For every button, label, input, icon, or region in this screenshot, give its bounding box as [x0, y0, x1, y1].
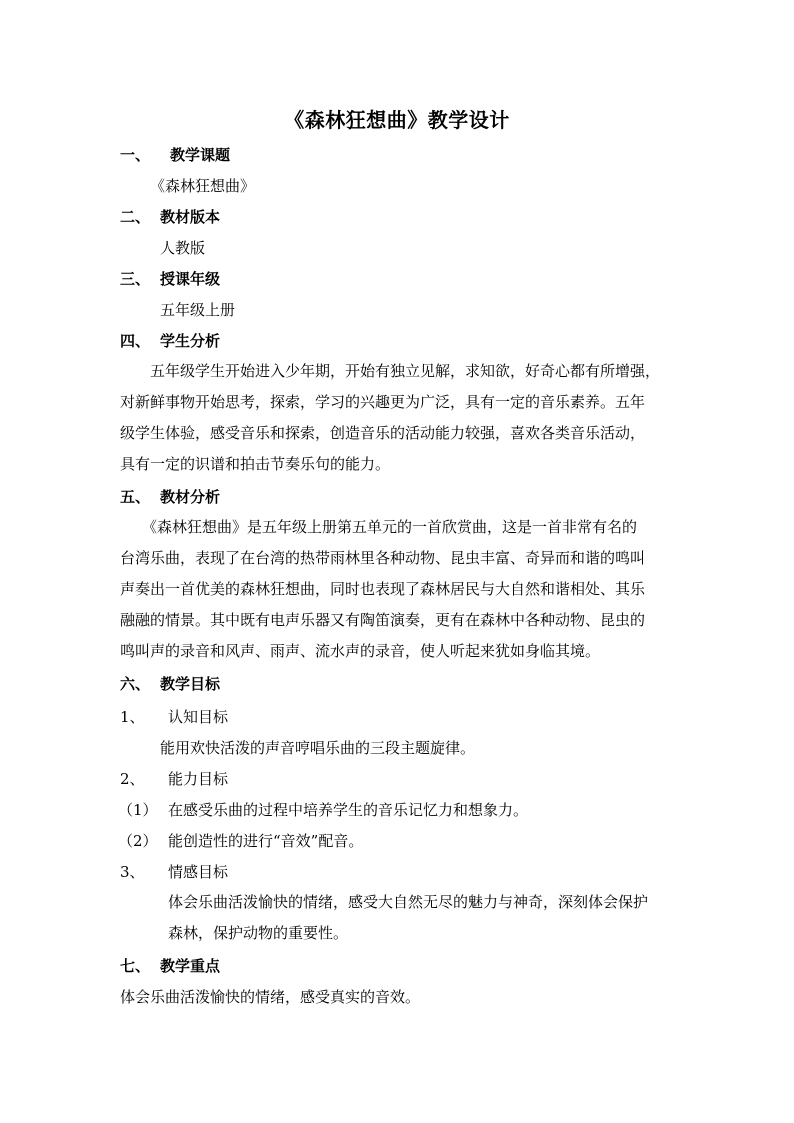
section-title: 教材分析 — [160, 488, 221, 506]
goal-number: 3、 — [120, 863, 145, 881]
item-text: 在感受乐曲的过程中培养学生的音乐记忆力和想象力。 — [168, 801, 529, 819]
section-7-heading — [120, 955, 220, 977]
goal-2-item-1 — [118, 799, 528, 821]
section-5-paragraph — [120, 512, 675, 667]
section-2-heading — [120, 206, 220, 228]
section-3-body: 五年级上册 — [160, 301, 236, 319]
paragraph-line: 具有一定的识谱和拍击节奏乐句的能力。 — [120, 455, 391, 473]
item-text: 能创造性的进行“音效”配音。 — [168, 832, 364, 850]
section-title: 教学重点 — [160, 957, 221, 975]
section-6-heading — [120, 673, 220, 695]
section-7-body: 体会乐曲活泼愉快的情绪，感受真实的音效。 — [120, 988, 421, 1006]
section-number: 五、 — [120, 488, 151, 506]
goal-number: 1、 — [120, 708, 145, 726]
goal-title: 认知目标 — [168, 708, 229, 726]
goal-title: 能力目标 — [168, 770, 229, 788]
goal-title: 情感目标 — [168, 863, 229, 881]
document-title: 《森林狂想曲》教学设计 — [284, 108, 510, 132]
section-title: 授课年级 — [160, 270, 221, 288]
section-number: 六、 — [120, 675, 151, 693]
goal-3-body — [168, 887, 678, 949]
section-3-heading — [120, 268, 220, 290]
paragraph-line: 森林，保护动物的重要性。 — [168, 924, 349, 942]
paragraph-line: 《森林狂想曲》是五年级上册第五单元的一首欣赏曲，这是一首非常有名的 — [142, 518, 638, 536]
section-number: 四、 — [120, 332, 151, 350]
section-number: 三、 — [120, 270, 151, 288]
paragraph-line: 融融的情景。其中既有电声乐器又有陶笛演奏，更有在森林中各种动物、昆虫的 — [120, 611, 646, 629]
section-title: 学生分析 — [160, 332, 221, 350]
paragraph-line: 鸣叫声的录音和风声、雨声、流水声的录音，使人听起来犹如身临其境。 — [120, 642, 601, 660]
section-4-heading — [120, 330, 220, 352]
goal-number: 2、 — [120, 770, 145, 788]
goal-1-body: 能用欢快活泼的声音哼唱乐曲的三段主题旋律。 — [160, 739, 476, 757]
paragraph-line: 体会乐曲活泼愉快的情绪，感受大自然无尽的魅力与神奇，深刻体会保护 — [168, 893, 649, 911]
goal-1-heading — [120, 706, 228, 728]
section-number: 二、 — [120, 208, 151, 226]
item-number: （1） — [118, 801, 158, 819]
section-number: 一、 — [120, 146, 151, 164]
section-5-heading — [120, 486, 220, 508]
paragraph-line: 级学生体验，感受音乐和探索，创造音乐的活动能力较强，喜欢各类音乐活动， — [120, 424, 646, 442]
section-number: 七、 — [120, 957, 151, 975]
section-4-paragraph — [120, 356, 675, 480]
paragraph-line: 五年级学生开始进入少年期，开始有独立见解，求知欲，好奇心都有所增强， — [150, 362, 661, 380]
section-1-heading — [120, 144, 230, 166]
item-number: （2） — [118, 832, 158, 850]
section-title: 教学课题 — [170, 146, 231, 164]
section-2-body: 人教版 — [160, 239, 206, 257]
goal-2-heading — [120, 768, 228, 790]
section-1-body: 《森林狂想曲》 — [150, 177, 256, 195]
paragraph-line: 声奏出一首优美的森林狂想曲，同时也表现了森林居民与大自然和谐相处、其乐 — [120, 580, 646, 598]
goal-2-item-2 — [118, 830, 363, 852]
paragraph-line: 台湾乐曲，表现了在台湾的热带雨林里各种动物、昆虫丰富、奇异而和谐的鸣叫 — [120, 549, 646, 567]
section-title: 教材版本 — [160, 208, 221, 226]
goal-3-heading — [120, 861, 228, 883]
section-title: 教学目标 — [160, 675, 221, 693]
paragraph-line: 对新鲜事物开始思考，探索，学习的兴趣更为广泛，具有一定的音乐素养。五年 — [120, 393, 646, 411]
